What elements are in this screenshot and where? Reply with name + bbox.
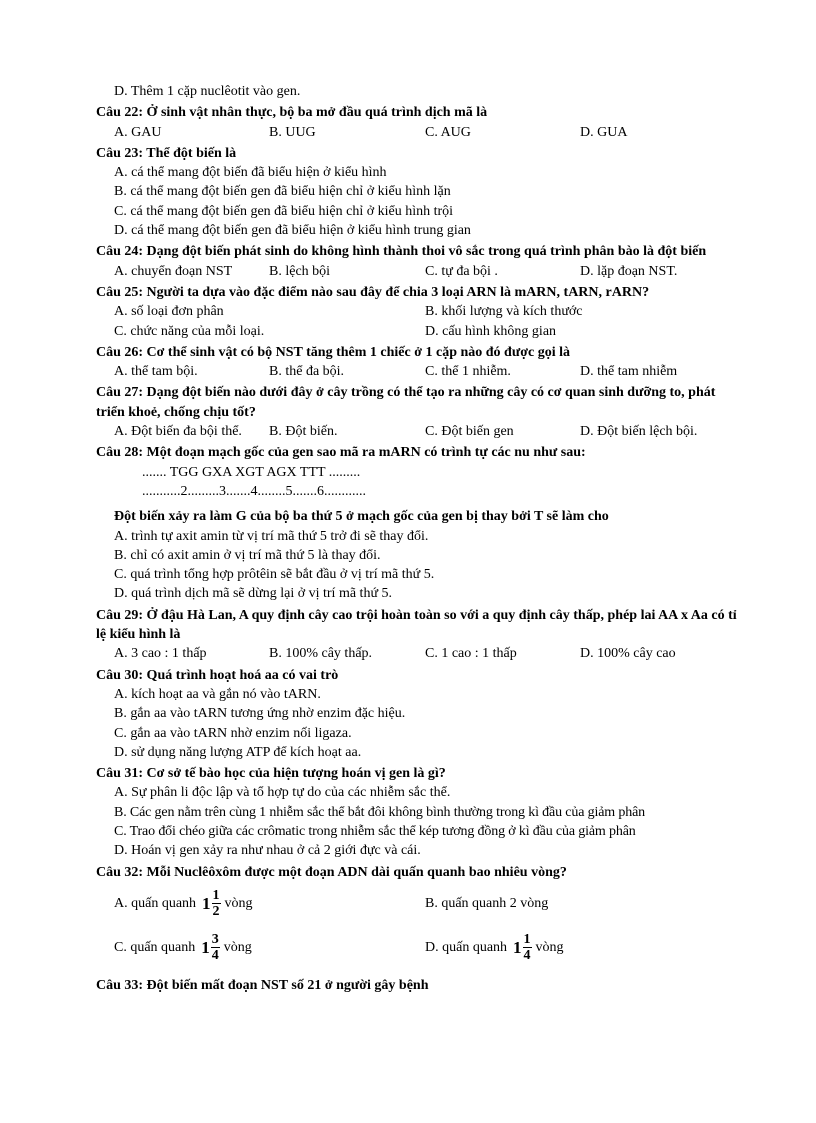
q21-option-d: D. Thêm 1 cặp nuclêotit vào gen. — [114, 84, 301, 99]
q32-option-d-denominator: 4 — [523, 948, 531, 964]
q26-options — [96, 362, 746, 381]
q26-option-a: A. thể tam bội. — [114, 364, 198, 380]
q32-option-d-unit: vòng — [535, 940, 564, 956]
q31-option-d: D. Hoán vị gen xảy ra như nhau ở cả 2 giới đực và cái. — [114, 843, 421, 859]
q32-option-d-whole: 1 — [513, 938, 522, 958]
q25-options-row1 — [96, 302, 746, 321]
q29-options — [96, 644, 746, 663]
q25-option-b: B. khối lượng và kích thước — [425, 304, 583, 320]
q25-option-c: C. chức năng của mỗi loại. — [114, 323, 265, 339]
q31-stem: Câu 31: Cơ sở tế bào học của hiện tượng hoán vị gen là gì? — [96, 766, 446, 782]
q26-option-c: C. thể 1 nhiễm. — [425, 364, 511, 380]
q25-option-a: A. số loại đơn phân — [114, 304, 224, 320]
q25-stem: Câu 25: Người ta dựa vào đặc điểm nào sau đây để chia 3 loại ARN là mARN, tARN, rARN? — [96, 284, 650, 300]
q32-option-c-unit: vòng — [223, 940, 252, 956]
q29-option-b: B. 100% cây thấp. — [269, 646, 373, 662]
q29-option-d: D. 100% cây cao — [580, 646, 676, 662]
q24-option-b: B. lệch bội — [269, 263, 331, 279]
q23-option-d: D. cá thể mang đột biến gen đã biểu hiện ở kiểu hình trung gian — [114, 223, 471, 239]
q28-option-a: A. trình tự axit amin từ vị trí mã thứ 5 trở đi sẽ thay đổi. — [114, 528, 429, 544]
q32-option-a-denominator: 2 — [212, 904, 220, 920]
q23-option-a: A. cá thể mang đột biến đã biểu hiện ở kiểu hình — [114, 165, 387, 181]
q28-codon-index: ...........2.........3.......4........5.......6............ — [142, 483, 366, 499]
q27-option-c: C. Đột biến gen — [425, 424, 514, 440]
q31-option-c: C. Trao đổi chéo giữa các crômatic trong nhiễm sắc thể kép tương đồng ở kì đầu của giảm phân — [114, 823, 636, 839]
q32-option-c — [114, 926, 252, 970]
q22-option-c: C. AUG — [425, 124, 471, 140]
q24-option-a: A. chuyển đoạn NST — [114, 263, 233, 279]
q27-option-d: D. Đột biến lệch bội. — [580, 424, 698, 440]
q30-option-b: B. gắn aa vào tARN tương ứng nhờ enzim đặc hiệu. — [114, 706, 406, 722]
q29-option-a: A. 3 cao : 1 thấp — [114, 646, 207, 662]
q22-options — [96, 123, 746, 142]
q30-stem: Câu 30: Quá trình hoạt hoá aa có vai trò — [96, 667, 339, 683]
q28-option-c: C. quá trình tổng hợp prôtêin sẽ bắt đầu ở vị trí mã thứ 5. — [114, 567, 435, 583]
q23-stem: Câu 23: Thể đột biến là — [96, 145, 237, 161]
q32-stem: Câu 32: Mỗi Nuclêôxôm được một đoạn ADN dài quấn quanh bao nhiêu vòng? — [96, 864, 567, 880]
q23-option-b: B. cá thể mang đột biến gen đã biểu hiện chỉ ở kiểu hình lặn — [114, 184, 451, 200]
q33-stem: Câu 33: Đột biến mất đoạn NST số 21 ở người gây bệnh — [96, 977, 429, 993]
q24-options — [96, 262, 746, 281]
q26-option-d: D. thể tam nhiễm — [580, 364, 678, 380]
q28-sequence: ....... TGG GXA XGT AGX TTT ......... — [142, 464, 361, 480]
q29-stem: Câu 29: Ở đậu Hà Lan, A quy định cây cao trội hoàn toàn so với a quy định cây thấp, phép lai AA x Aa có tỉ lệ kiểu hình là — [96, 607, 737, 643]
q22-stem: Câu 22: Ở sinh vật nhân thực, bộ ba mở đầu quá trình dịch mã là — [96, 105, 488, 121]
q32-option-c-mixed-number — [201, 932, 220, 963]
q32-option-c-fraction — [211, 932, 220, 963]
q22-option-d: D. GUA — [580, 124, 628, 140]
q32-option-d-mixed-number — [513, 932, 532, 963]
q28-option-d: D. quá trình dịch mã sẽ dừng lại ở vị trí mã thứ 5. — [114, 586, 393, 602]
q27-options — [96, 422, 746, 441]
q30-option-c: C. gắn aa vào tARN nhờ enzim nối ligaza. — [114, 725, 352, 741]
q31-option-b: B. Các gen nằm trên cùng 1 nhiễm sắc thể bắt đôi không bình thường trong kì đầu của giảm phân — [114, 804, 645, 820]
q28-stem: Câu 28: Một đoạn mạch gốc của gen sao mã ra mARN có trình tự các nu như sau: — [96, 445, 586, 461]
q28-option-b: B. chỉ có axit amin ở vị trí mã thứ 5 là thay đổi. — [114, 547, 381, 563]
q32-option-a-whole: 1 — [202, 894, 211, 914]
q30-option-a: A. kích hoạt aa và gắn nó vào tARN. — [114, 686, 321, 702]
q25-option-d: D. cấu hình không gian — [425, 323, 557, 339]
q32-options-row2 — [96, 926, 746, 970]
q32-option-a-label: A. quấn quanh — [114, 896, 197, 912]
q32-option-b-label: B. quấn quanh 2 vòng — [425, 896, 549, 912]
q32-option-b — [425, 882, 548, 926]
exam-page — [96, 82, 746, 995]
q24-stem: Câu 24: Dạng đột biến phát sinh do không hình thành thoi vô sắc trong quá trình phân bào là đột biến — [96, 244, 707, 260]
q26-option-b: B. thể đa bội. — [269, 364, 345, 380]
q32-option-d-fraction — [523, 932, 532, 963]
q32-option-a-fraction — [212, 888, 221, 919]
q22-option-a: A. GAU — [114, 124, 162, 140]
q32-option-a-mixed-number — [202, 888, 221, 919]
q32-option-a-numerator: 1 — [212, 888, 220, 904]
q32-option-a-unit: vòng — [224, 896, 253, 912]
q23-option-c: C. cá thể mang đột biến gen đã biểu hiện chỉ ở kiểu hình trội — [114, 203, 454, 219]
q26-stem: Câu 26: Cơ thể sinh vật có bộ NST tăng thêm 1 chiếc ở 1 cặp nào đó được gọi là — [96, 344, 570, 360]
q25-options-row2 — [96, 322, 746, 341]
q32-option-d-numerator: 1 — [523, 932, 531, 948]
q32-option-c-label: C. quấn quanh — [114, 940, 196, 956]
q24-option-c: C. tự đa bội . — [425, 263, 498, 279]
q27-option-b: B. Đột biến. — [269, 424, 338, 440]
q32-option-c-denominator: 4 — [211, 948, 219, 964]
q32-option-d-label: D. quấn quanh — [425, 940, 508, 956]
q28-substem: Đột biến xảy ra làm G của bộ ba thứ 5 ở mạch gốc của gen bị thay bởi T sẽ làm cho — [114, 509, 609, 525]
q22-option-b: B. UUG — [269, 124, 316, 140]
q31-option-a: A. Sự phân li độc lập và tổ hợp tự do của các nhiễm sắc thể. — [114, 785, 451, 801]
q32-option-a — [114, 882, 253, 926]
q32-option-d — [425, 926, 564, 970]
q32-option-c-whole: 1 — [201, 938, 210, 958]
q24-option-d: D. lặp đoạn NST. — [580, 263, 678, 279]
q27-stem: Câu 27: Dạng đột biến nào dưới đây ở cây trồng có thể tạo ra những cây có cơ quan sinh dưỡng to, phát triển khoẻ, chống chịu tốt? — [96, 385, 716, 420]
q29-option-c: C. 1 cao : 1 thấp — [425, 646, 517, 662]
q32-option-c-numerator: 3 — [211, 932, 219, 948]
q30-option-d: D. sử dụng năng lượng ATP để kích hoạt aa. — [114, 744, 362, 760]
q32-options-row1 — [96, 882, 746, 926]
q27-option-a: A. Đột biến đa bội thể. — [114, 424, 242, 440]
